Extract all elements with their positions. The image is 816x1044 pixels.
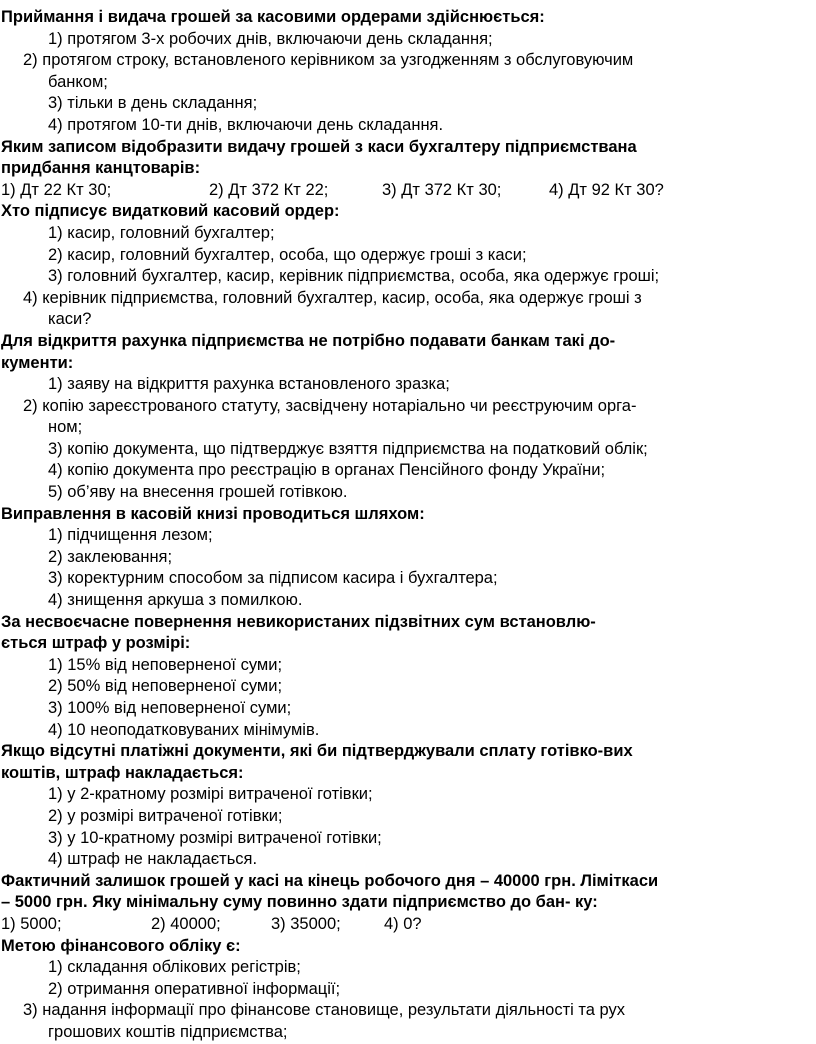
answer-option: 3) копію документа, що підтверджує взяття підприємства на податковий облік; bbox=[48, 439, 648, 458]
answer-option-continuation: банком; bbox=[48, 72, 108, 91]
answer-row bbox=[1, 180, 813, 202]
question-block bbox=[1, 741, 813, 871]
question-text: Виправлення в касовій книзі проводиться шляхом: bbox=[1, 504, 425, 523]
answer-option: 2) у розмірі витраченої готівки; bbox=[48, 806, 283, 825]
answer-option: 4) 10 неоподатковуваних мінімумів. bbox=[48, 720, 320, 739]
question-block bbox=[1, 7, 813, 137]
answer-option: 1) заяву на відкриття рахунка встановленого зразка; bbox=[48, 375, 450, 394]
answer-option: 2) касир, головний бухгалтер, особа, що одержує гроші з каси; bbox=[48, 245, 527, 264]
answer-option: 3) тільки в день складання; bbox=[48, 94, 258, 113]
answer-row bbox=[1, 914, 813, 936]
answer-option: 2) 50% від неповерненої суми; bbox=[48, 677, 283, 696]
question-text-continuation: ється штраф у розмірі: bbox=[1, 634, 191, 653]
question-block bbox=[1, 936, 813, 1044]
question-text: Якщо відсутні платіжні документи, які би підтверджували сплату готівко-вих bbox=[1, 742, 633, 761]
answer-option: 2) Дт 372 Кт 22; bbox=[209, 180, 329, 199]
answer-option: 2) 40000; bbox=[151, 914, 221, 933]
question-text: Фактичний залишок грошей у касі на кінець робочого дня – 40000 грн. Ліміткаси bbox=[1, 871, 659, 890]
answer-option: 3) у 10-кратному розмірі витраченої готівки; bbox=[48, 828, 382, 847]
answer-option: 3) 35000; bbox=[271, 914, 341, 933]
answer-option: 4) 0? bbox=[384, 914, 422, 933]
answer-option-line: 2) копію зареєстрованого статуту, засвідчену нотаріально чи реєструючим орга- bbox=[23, 396, 637, 415]
answer-option: 1) 15% від неповерненої суми; bbox=[48, 655, 283, 674]
question-text: За несвоєчасне повернення невикористаних підзвітних сум встановлю- bbox=[1, 612, 596, 631]
answer-option: 1) складання облікових регістрів; bbox=[48, 958, 301, 977]
answer-option: 1) касир, головний бухгалтер; bbox=[48, 223, 275, 242]
answer-option: 1) Дт 22 Кт 30; bbox=[1, 180, 112, 199]
answer-option: 5) об’яву на внесення грошей готівкою. bbox=[48, 483, 348, 502]
answer-option-line: 3) надання інформації про фінансове становище, результати діяльності та рух bbox=[23, 1001, 626, 1020]
answer-option: 4) штраф не накладається. bbox=[48, 850, 258, 869]
answer-option: 4) копію документа про реєстрацію в органах Пенсійного фонду України; bbox=[48, 461, 606, 480]
question-text: Хто підписує видатковий касовий ордер: bbox=[1, 202, 340, 221]
answer-option: 4) Дт 92 Кт 30? bbox=[549, 180, 664, 199]
answer-option bbox=[1, 50, 813, 93]
answer-option-line: 4) керівник підприємства, головний бухгалтер, касир, особа, яка одержує гроші з bbox=[23, 288, 642, 307]
answer-option: 1) 5000; bbox=[1, 914, 62, 933]
question-block bbox=[1, 201, 813, 331]
question-text: Приймання і видача грошей за касовими ордерами здійснюється: bbox=[1, 8, 545, 26]
answer-option: 1) протягом 3-х робочих днів, включаючи день складання; bbox=[48, 29, 493, 48]
answer-option: 4) знищення аркуша з помилкою. bbox=[48, 591, 303, 610]
answer-option-continuation: каси? bbox=[48, 310, 92, 329]
question-text-continuation: коштів, штраф накладається: bbox=[1, 763, 244, 782]
answer-option bbox=[1, 396, 813, 439]
question-block bbox=[1, 871, 813, 936]
question-text: Метою фінансового обліку є: bbox=[1, 936, 241, 955]
answer-option: 3) коректурним способом за підписом касира і бухгалтера; bbox=[48, 569, 498, 588]
answer-option: 3) головний бухгалтер, касир, керівник підприємства, особа, яка одержує гроші; bbox=[48, 267, 660, 286]
question-block bbox=[1, 612, 813, 742]
answer-option: 3) 100% від неповерненої суми; bbox=[48, 699, 292, 717]
answer-option: 2) отримання оперативної інформації; bbox=[48, 979, 341, 998]
answer-option-line: 2) протягом строку, встановленого керівником за узгодженням з обслуговуючим bbox=[23, 51, 634, 70]
question-text-continuation: – 5000 грн. Яку мінімальну суму повинно здати підприємство до бан- ку: bbox=[1, 893, 598, 912]
question-text: Яким записом відобразити видачу грошей з каси бухгалтеру підприємствана bbox=[1, 137, 637, 156]
question-block bbox=[1, 331, 813, 504]
question-text-continuation: придбання канцтоварів: bbox=[1, 159, 201, 178]
question-text-continuation: кументи: bbox=[1, 353, 74, 372]
question-text: Для відкриття рахунка підприємства не потрібно подавати банкам такі до- bbox=[1, 331, 616, 350]
answer-option bbox=[1, 1000, 813, 1043]
answer-option: 3) Дт 372 Кт 30; bbox=[382, 180, 502, 199]
question-block bbox=[1, 137, 813, 202]
answer-option: 1) підчищення лезом; bbox=[48, 526, 213, 545]
answer-option: 1) у 2-кратному розмірі витраченої готівки; bbox=[48, 785, 373, 804]
question-block bbox=[1, 504, 813, 612]
answer-option-continuation: ном; bbox=[48, 418, 83, 437]
answer-option: 2) заклеювання; bbox=[48, 547, 173, 566]
answer-option: 4) протягом 10-ти днів, включаючи день складання. bbox=[48, 115, 444, 134]
answer-option-continuation: грошових коштів підприємства; bbox=[48, 1022, 288, 1041]
answer-option bbox=[1, 288, 813, 331]
